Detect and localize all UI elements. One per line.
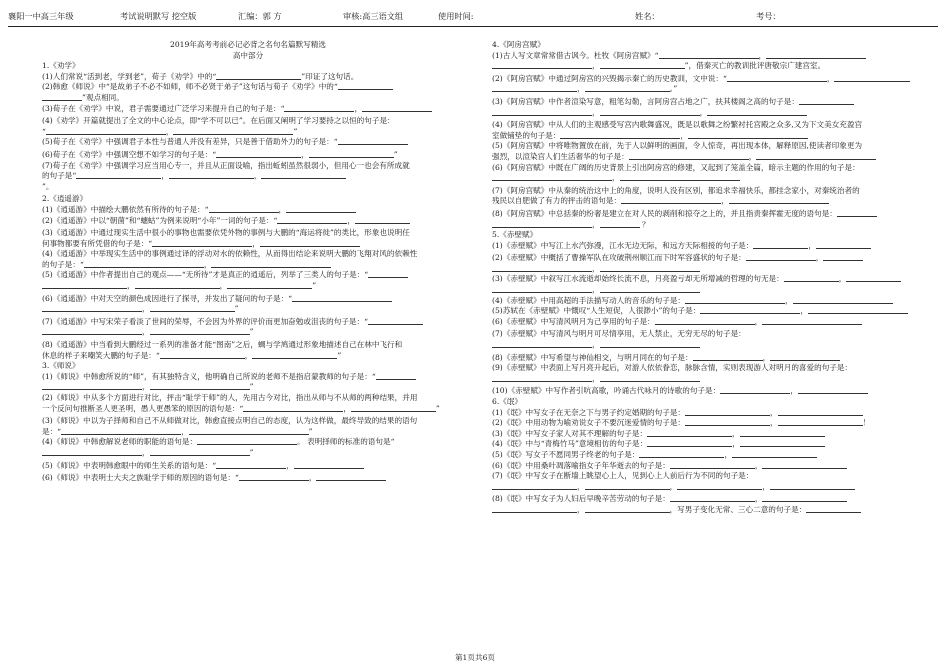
answer-blank[interactable]	[216, 461, 286, 469]
question-line: (5)《逍遥游》中作者提出自己的观点——“无所待”才是真正的逍遥后，列举了三类人的句子是：“	[42, 270, 454, 281]
question-line: (5)《氓》写女子不愿同男子终老的句子是： ，	[492, 450, 910, 461]
answer-blank[interactable]	[150, 382, 250, 390]
question-line: (2)韩愈《师说》中“是故弟子不必不如师，师不必贤于弟子”这句话与荀子《劝学》中的“	[42, 82, 454, 93]
answer-blank[interactable]	[808, 306, 908, 314]
question-line: 残民以自肥做了有力的抨击的语句是： ，	[492, 196, 910, 207]
question-line: (10)《赤壁赋》中写作者引吭高歌，吟诵古代咏月的诗歌的句子是： ，	[492, 386, 910, 397]
answer-blank[interactable]	[309, 150, 394, 158]
answer-blank[interactable]	[252, 351, 337, 359]
question-line: (1)人们常说“活到老，学到老”，荀子《劝学》中的“ ”印证了这句话。	[42, 71, 359, 81]
section-heading: 3.《师说》	[42, 361, 80, 371]
answer-blank[interactable]	[670, 494, 755, 502]
answer-blank[interactable]	[740, 439, 825, 447]
answer-blank[interactable]	[42, 281, 127, 289]
question-line: 强烈，以渲染宫人们生活奢华的句子是： ，	[492, 152, 910, 163]
answer-blank[interactable]	[778, 408, 863, 416]
answer-blank[interactable]	[362, 104, 432, 112]
answer-blank[interactable]	[216, 150, 301, 158]
answer-blank[interactable]	[727, 74, 827, 82]
answer-blank[interactable]	[799, 97, 854, 105]
answer-blank[interactable]	[770, 482, 855, 490]
answer-blank[interactable]	[756, 152, 876, 160]
answer-blank[interactable]	[793, 296, 893, 304]
question-line: “ ， ”	[42, 126, 298, 136]
answer-blank[interactable]	[84, 260, 204, 268]
question-line: (4)《逍遥游》中举现实生活中的事例通过译的浮动对水的依赖性，从而得出结论来说明大鹏的飞翔对风的依赖性	[42, 249, 418, 259]
answer-blank[interactable]	[766, 51, 866, 59]
answer-blank[interactable]	[707, 108, 807, 116]
question-line: 一个反问句推断圣人更圣明，愚人更愚笨的原因的语句是：“ ， ”	[42, 403, 440, 413]
answer-blank[interactable]	[585, 84, 670, 92]
answer-blank[interactable]	[816, 241, 871, 249]
answer-blank[interactable]	[46, 127, 166, 135]
question-line: 是：“ ， ”	[42, 426, 313, 436]
answer-blank[interactable]	[284, 104, 354, 112]
answer-blank[interactable]	[61, 427, 181, 435]
answer-blank[interactable]	[492, 173, 612, 181]
answer-blank[interactable]	[277, 216, 347, 224]
answer-blank[interactable]	[351, 404, 436, 412]
answer-blank[interactable]	[492, 482, 577, 490]
answer-blank[interactable]	[621, 196, 721, 204]
answer-blank[interactable]	[677, 482, 762, 490]
answer-blank[interactable]	[42, 327, 142, 335]
answer-blank[interactable]	[585, 482, 670, 490]
answer-blank[interactable]	[150, 327, 250, 335]
section-heading: 1.《劝学》	[42, 61, 80, 71]
section-heading: 2.《逍遥游》	[42, 194, 88, 204]
answer-blank[interactable]	[685, 408, 770, 416]
page-subtitle: 高中部分	[232, 50, 264, 60]
answer-blank[interactable]	[834, 74, 910, 82]
question-line: (4)《师说》中韩愈解说老师的职能的语句是： 。 表明择师的标准的语句是“	[42, 437, 395, 447]
question-line: (6)《赤壁赋》中写清风明月为己享用的句子是： ，	[492, 317, 910, 328]
answer-blank[interactable]	[846, 274, 901, 282]
answer-blank[interactable]	[600, 61, 685, 69]
answer-blank[interactable]	[492, 220, 592, 228]
answer-blank[interactable]	[150, 448, 250, 456]
question-line: (2)《师说》中从多个方面进行对比，抨击“耻学于师”的人，先用古今对比，指出从师与不从师的两种结果，并用	[42, 393, 418, 402]
question-line: (9)《赤壁赋》中表面上写月亮升起后，对游人依依眷恋，脉脉含情，实则表现游人对明月的喜爱的句子是：	[492, 363, 853, 373]
right-column: 4.《阿房宫赋》 (1)古人写文章常常借古讽今。杜牧《阿房宫赋》“ ， ， ”，借秦灭亡的教训批评唐敬宗广建宫室。 (2)《阿房宫赋》中通过阿房宫的兴毁揭示秦亡的历史教训，文中说：“ ， ， 。” (3)《阿房宫赋》中作者渲染写意，粗笔勾勒，言阿房宫占地之广，扶其楼阁之高的句子是： ， ， (4)《阿房宫赋》中从人们的主观感受写宫内歌舞盛况，既是以歌舞之纷繁衬托宫殿之众多,又为下文美女充盈宫 室做铺垫的句子是： ， (5)《阿房宫赋》中将唯物置放在前，先于人以鲜明的画面，令人惊奇，再出现本体，解释原因,使读者印象更为 强烈，以渲染宫人们生活奢华的句子是： ， (6)《阿房宫赋》中既在广阔的历史背景上引出阿房宫的修建，又起到了笼盖全篇，暗示主题的作用的句子是： ， (7)《阿房宫赋》中从秦的统治这中上的角度，说明人没有区别，都追求幸福快乐，都挂念家小，对秦统治者的 残民以自肥做了有力的抨击的语句是： ， (8)《阿房宫赋》中总括秦的纷奢是建立在对人民的剥削和掠夺之上的，并且指责秦挥霍无度的语句是： ， ？ 5.《赤壁赋》 (1)《赤壁赋》中写江上水汽弥漫，江水无边无际，和远方天际相接的句子是： ， (2)《赤壁赋》中概括了曹操军队在攻破荆州顺江而下时军容盛状的句子是： ， ， (3)《赤壁赋》中叙写江水流逝却始终长流不息，月亮盈亏却无所增减的哲理的句无是： ， ， (4)《赤壁赋》中用高超的手法描写动人的音乐的句子是： ， (5)苏轼在《赤壁赋》中慨叹“人生短促，人很渺小”的句子是： ， (6)《赤壁赋》中写清风明月为己享用的句子是： ， (7)《赤壁赋》中写清风与明月可尽情享用，无人禁止，无穷无尽的句子是： ， (8)《赤壁赋》中写希望与神仙相交，与明月同在的句子是： ， (9)《赤壁赋》中表面上写月亮升起后，对游人依依眷恋，脉脉含情，实则表现游人对明月的喜爱的句子是： ， (10)《赤壁赋》中写作者引吭高歌，吟诵古代咏月的诗歌的句子是： ， 6.《氓》 (1)《氓》中写女子在无奈之下与男子约定婚期的句子是： ， (2)《氓》中用动物为喻劝说女子不要沉迷爱情的句子是： ， ！ (3)《氓》中写女子家人对其不理解的句子是： ， (4)《氓》中与“青梅竹马”意境相仿的句子是： ， (5)《氓》写女子不愿同男子终老的句子是： ， (6)《氓》中用桑叶凋落喻指女子年华逝去的句子是： ， (7)《氓》中写女子在断墙上眺望心上人，见到心上人前后行为不同的句子是： ， ， ， (8)《氓》中写女子为人妇后早晚辛苦劳动的句子是： ， ， ，写男子变化无常、三心二意的句子是：	[492, 40, 910, 516]
question-line: 的句子是：“ ，	[42, 260, 454, 271]
answer-blank[interactable]	[294, 461, 364, 469]
answer-blank[interactable]	[152, 239, 252, 247]
answer-blank[interactable]	[647, 429, 732, 437]
question-line: (6)《逍遥游》中对天空的颜色成因进行了探寻，并发出了疑问的句子是：“	[42, 294, 454, 305]
answer-blank[interactable]	[292, 294, 392, 302]
answer-blank[interactable]	[823, 253, 863, 261]
answer-blank[interactable]	[762, 494, 847, 502]
answer-blank[interactable]	[492, 505, 577, 513]
question-line: (4)《阿房宫赋》中从人们的主观感受写宫内歌舞盛况，既是以歌舞之纷繁衬托宫殿之众多,又为下文美女充盈宫	[492, 120, 863, 130]
answer-blank[interactable]	[778, 418, 863, 426]
question-line: (4)《氓》中与“青梅竹马”意境相仿的句子是： ，	[492, 439, 910, 450]
question-line: (4)《赤壁赋》中用高超的手法描写动人的音乐的句子是： ，	[492, 296, 910, 307]
answer-blank[interactable]	[670, 461, 755, 469]
page-header	[8, 7, 938, 27]
answer-blank[interactable]	[600, 374, 700, 382]
question-line: (8)《阿房宫赋》中总括秦的纷奢是建立在对人民的剥削和掠夺之上的，并且指责秦挥霍无度的语句是：	[492, 209, 910, 220]
question-line: (1)《赤壁赋》中写江上水汽弥漫，江水无边无际，和远方天际相接的句子是： ，	[492, 241, 910, 252]
section-heading: 4.《阿房宫赋》	[492, 40, 545, 49]
answer-blank[interactable]	[173, 127, 293, 135]
answer-blank[interactable]	[376, 372, 416, 380]
answer-blank[interactable]	[688, 131, 808, 139]
section-heading: 5.《赤壁赋》	[492, 230, 538, 240]
question-line: (3)《氓》中写女子家人对其不理解的句子是： ，	[492, 429, 910, 440]
answer-blank[interactable]	[639, 450, 724, 458]
answer-blank[interactable]	[600, 285, 700, 293]
question-line: (1)古人写文章常常借古讽今。杜牧《阿房宫赋》“ ，	[492, 51, 910, 62]
page-footer: 第1页共6页	[454, 653, 496, 662]
answer-blank[interactable]	[629, 152, 749, 160]
answer-blank[interactable]	[732, 450, 817, 458]
answer-blank[interactable]	[762, 317, 862, 325]
question-line: (1)《师说》中韩愈所说的“师”，有其独特含义，他明确自己所说的老师不是指启蒙教师的句子是：“	[42, 372, 454, 383]
question-line: (7)《阿房宫赋》中从秦的统治这中上的角度，说明人没有区别，都追求幸福快乐，都挂念家小，对秦统治者的	[492, 185, 860, 195]
question-line: (3)《赤壁赋》中叙写江水流逝却始终长流不息，月亮盈亏却无所增减的哲理的句无是： ，	[492, 274, 910, 285]
subject-label: 考试说明默写 挖空版	[120, 11, 197, 21]
answer-blank[interactable]	[42, 448, 142, 456]
answer-blank[interactable]	[160, 351, 245, 359]
question-line: 室做铺垫的句子是： ，	[492, 131, 910, 142]
editor-label: 汇编：郭 方	[238, 11, 282, 21]
question-line: (7)《氓》中写女子在断墙上眺望心上人，见到心上人前后行为不同的句子是：	[492, 471, 754, 481]
answer-blank[interactable]	[620, 173, 740, 181]
answer-blank[interactable]	[492, 374, 592, 382]
answer-blank[interactable]	[150, 304, 235, 312]
question-line: (5)《阿房宫赋》中将唯物置放在前，先于人以鲜明的画面，令人惊奇，再出现本体，解释原因,使读者印象更为	[492, 141, 863, 151]
answer-blank[interactable]	[492, 285, 592, 293]
answer-blank[interactable]	[338, 82, 393, 90]
answer-blank[interactable]	[600, 264, 700, 272]
answer-blank[interactable]	[806, 505, 861, 513]
answer-blank[interactable]	[492, 61, 592, 69]
answer-blank[interactable]	[189, 427, 309, 435]
answer-blank[interactable]	[647, 439, 732, 447]
answer-blank[interactable]	[76, 171, 161, 179]
section-heading: 6.《氓》	[492, 397, 523, 406]
question-line: (5)荀子在《劝学》中强调君子本性与普通人并没有差异，只是善于借助外力的句子是：“	[42, 137, 454, 148]
question-line: (8)《赤壁赋》中写希望与神仙相交，与明月同在的句子是： ，	[492, 353, 910, 364]
question-line: (3)《阿房宫赋》中作者渲染写意，粗笔勾勒，言阿房宫占地之广，扶其楼阁之高的句子是：	[492, 97, 910, 108]
answer-blank[interactable]	[368, 270, 408, 278]
answer-blank[interactable]	[798, 386, 868, 394]
answer-blank[interactable]	[770, 353, 840, 361]
answer-blank[interactable]	[585, 505, 670, 513]
answer-blank[interactable]	[227, 281, 312, 289]
question-line: (2)《逍遥游》中以“朝菌”和“蟪蛄”为例来说明“小年”一词的句子是：“ ，	[42, 216, 454, 227]
answer-blank[interactable]	[355, 216, 410, 224]
answer-blank[interactable]	[286, 205, 356, 213]
reviewer-label: 审核:高三语文组	[343, 11, 404, 21]
question-line: (2)《阿房宫赋》中通过阿房宫的兴毁揭示秦亡的历史教训，文中说：“ ，	[492, 74, 910, 85]
exam-number-label: 考号：	[756, 11, 781, 21]
name-label: 姓名：	[635, 11, 660, 21]
answer-blank[interactable]	[42, 304, 142, 312]
answer-blank[interactable]	[762, 461, 847, 469]
answer-blank[interactable]	[135, 281, 220, 289]
question-line: ”观点相同。	[42, 93, 454, 104]
question-line: (4)《劝学》开篇就提出了全文的中心论点，即“学不可以已”。在后面又阐明了学习要持之以恒的句子是：	[42, 116, 395, 126]
question-line: (2)《赤壁赋》中概括了曹操军队在攻破荆州顺江而下时军容盛状的句子是： ，	[492, 253, 910, 264]
question-line: (8)《氓》中写女子为人妇后早晚辛苦劳动的句子是： ，	[492, 494, 910, 505]
answer-blank[interactable]	[655, 317, 755, 325]
question-line: (6)荀子在《劝学》中强调空想不如学习的句子是：“ ， ”	[42, 149, 398, 159]
question-line: (3)荀子在《劝学》中说，君子需要通过广泛学习来提升自己的句子是：“ ，	[42, 104, 454, 115]
answer-blank[interactable]	[600, 108, 700, 116]
answer-blank[interactable]	[492, 340, 592, 348]
page-title: 2019年高考考前必记必背之名句名篇默写精选	[169, 40, 326, 49]
answer-blank[interactable]	[685, 296, 785, 304]
question-line: (8)《逍遥游》中当看到大鹏经过一系列的准备才能“图南”之后，蜩与学鸠通过形象地描述自己在林中飞行和	[42, 340, 403, 350]
question-line: (1)《逍遥游》中描绘大鹏依然有所待的句子是：“ ，	[42, 205, 454, 216]
answer-blank[interactable]	[209, 205, 279, 213]
answer-blank[interactable]	[700, 306, 800, 314]
answer-blank[interactable]	[492, 264, 592, 272]
answer-blank[interactable]	[784, 274, 839, 282]
question-line: (6)《阿房宫赋》中既在广阔的历史背景上引出阿房宫的修建，又起到了笼盖全篇，暗示主题的作用的句子是：	[492, 162, 860, 172]
question-line: (5)《师说》中表明韩愈眼中的师生关系的语句是：“ ，	[42, 461, 454, 472]
answer-blank[interactable]	[746, 253, 816, 261]
answer-blank[interactable]	[216, 72, 301, 80]
answer-blank[interactable]	[239, 473, 309, 481]
answer-blank[interactable]	[197, 437, 297, 445]
question-line: (3)《师说》中以为子择师和自己不从师做对比，韩愈直接点明自己的态度，认为这样做，最终导致的结果的语句	[42, 416, 418, 426]
answer-blank[interactable]	[753, 241, 808, 249]
answer-blank[interactable]	[316, 473, 386, 481]
question-line: (2)《氓》中用动物为喻劝说女子不要沉迷爱情的句子是： ， ！	[492, 418, 871, 428]
answer-blank[interactable]	[693, 353, 763, 361]
answer-blank[interactable]	[260, 239, 360, 247]
answer-blank[interactable]	[600, 340, 700, 348]
answer-blank[interactable]	[720, 386, 790, 394]
question-line: (7)《逍遥游》中写宋荣子看淡了世间的荣辱，不会因为外界的评价而更加奋勉或沮丧的句子是：“	[42, 317, 454, 328]
answer-blank[interactable]	[261, 171, 346, 179]
school-name: 襄阳一中高三年级	[8, 11, 74, 21]
answer-blank[interactable]	[169, 171, 254, 179]
answer-blank[interactable]	[685, 418, 770, 426]
answer-blank[interactable]	[729, 196, 829, 204]
answer-blank[interactable]	[600, 220, 640, 228]
left-column: 2019年高考考前必记必背之名句名篇默写精选 高中部分 1.《劝学》 (1)人们常说“活到老，学到老”，荀子《劝学》中的“ ”印证了这句话。 (2)韩愈《师说》中“是故弟子不必不如师，师不必贤于弟子”这句话与荀子《劝学》中的“ ”观点相同。 (3)荀子在《劝学》中说，君子需要通过广泛学习来提升自己的句子是：“ ， (4)《劝学》开篇就提出了全文的中心论点，即“学不可以已”。在后面又阐明了学习要持之以恒的句子是： “ ， ” (5)荀子在《劝学》中强调君子本性与普通人并没有差异，只是善于借助外力的句子是：“ (6)荀子在《劝学》中强调空想不如学习的句子是：“ ， ” (7)荀子在《劝学》中强调学习应当用心专一，并且从正面设喻，指出蚯蚓虽然很弱小，但用心一也会有所成就 的句子是“ ， ， ”。 2.《逍遥游》 (1)《逍遥游》中描绘大鹏依然有所待的句子是：“ ， (2)《逍遥游》中以“朝菌”和“蟪蛄”为例来说明“小年”一词的句子是：“ ， (3)《逍遥游》中通过现实生活中很小的事物也需要依凭外物的事例与大鹏的“海运将徙”的类比，形象也说明任 何事物都要有所凭借的句子是：“ ， (4)《逍遥游》中举现实生活中的事例通过译的浮动对水的依赖性，从而得出结论来说明大鹏的飞翔对风的依赖性 的句子是：“ ， (5)《逍遥游》中作者提出自己的观点——“无所待”才是真正的逍遥后，列举了三类人的句子是：“ ， ， ” (6)《逍遥游》中对天空的颜色成因进行了探寻，并发出了疑问的句子是：“ ， ” (7)《逍遥游》中写宋荣子看淡了世间的荣辱，不会因为外界的评价而更加奋勉或沮丧的句子是：“ ， ” (8)《逍遥游》中当看到大鹏经过一系列的准备才能“图南”之后，蜩与学鸠通过形象地描述自己在林中飞行和 休息的样子来嘲笑大鹏的句子是：“ ， ” 3.《师说》 (1)《师说》中韩愈所说的“师”，有其独特含义，他明确自己所说的老师不是指启蒙教师的句子是：“ ， ” (2)《师说》中从多个方面进行对比，抨击“耻学于师”的人，先用古今对比，指出从师与不从师的两种结果，并用 一个反问句推断圣人更圣明，愚人更愚笨的原因的语句是：“ ， ” (3)《师说》中以为子择师和自己不从师做对比，韩愈直接点明自己的态度，认为这样做，最终导致的结果的语句 是：“ ， ” (4)《师说》中韩愈解说老师的职能的语句是： 。 表明择师的标准的语句是“ ， ” (5)《师说》中表明韩愈眼中的师生关系的语句是：“ ， (6)《师说》中表明士大夫之族耻学于师的原因的语句是：“ ，	[42, 40, 454, 484]
question-line: (7)《赤壁赋》中写清风与明月可尽情享用，无人禁止，无穷无尽的句子是：	[492, 329, 746, 339]
answer-blank[interactable]	[560, 131, 680, 139]
answer-blank[interactable]	[837, 209, 877, 217]
answer-blank[interactable]	[659, 51, 759, 59]
answer-blank[interactable]	[368, 317, 423, 325]
answer-blank[interactable]	[492, 108, 592, 116]
answer-blank[interactable]	[492, 84, 577, 92]
question-line: (1)《氓》中写女子在无奈之下与男子约定婚期的句子是： ，	[492, 408, 910, 419]
answer-blank[interactable]	[338, 137, 408, 145]
question-line: (7)荀子在《劝学》中强调学习应当用心专一，并且从正面设喻，指出蚯蚓虽然很弱小，但用心一也会有所成就	[42, 160, 410, 170]
answer-blank[interactable]	[42, 93, 82, 101]
answer-blank[interactable]	[740, 429, 825, 437]
question-line: 何事物都要有所凭借的句子是：“ ，	[42, 239, 454, 250]
answer-blank[interactable]	[42, 382, 142, 390]
question-line: 休息的样子来嘲笑大鹏的句子是：“ ， ”	[42, 350, 342, 360]
question-line: (5)苏轼在《赤壁赋》中慨叹“人生短促，人很渺小”的句子是： ，	[492, 306, 910, 317]
question-line: (6)《氓》中用桑叶凋落喻指女子年华逝去的句子是： ，	[492, 461, 910, 472]
answer-blank[interactable]	[211, 260, 331, 268]
question-line: 的句子是“ ， ，	[42, 171, 454, 182]
answer-blank[interactable]	[243, 404, 343, 412]
question-line: (6)《师说》中表明士大夫之族耻学于师的原因的语句是：“ ，	[42, 473, 454, 484]
use-time-label: 使用时间:	[438, 11, 474, 21]
question-line: (3)《逍遥游》中通过现实生活中很小的事物也需要依凭外物的事例与大鹏的“海运将徙”的类比，形象也说明任	[42, 228, 410, 238]
